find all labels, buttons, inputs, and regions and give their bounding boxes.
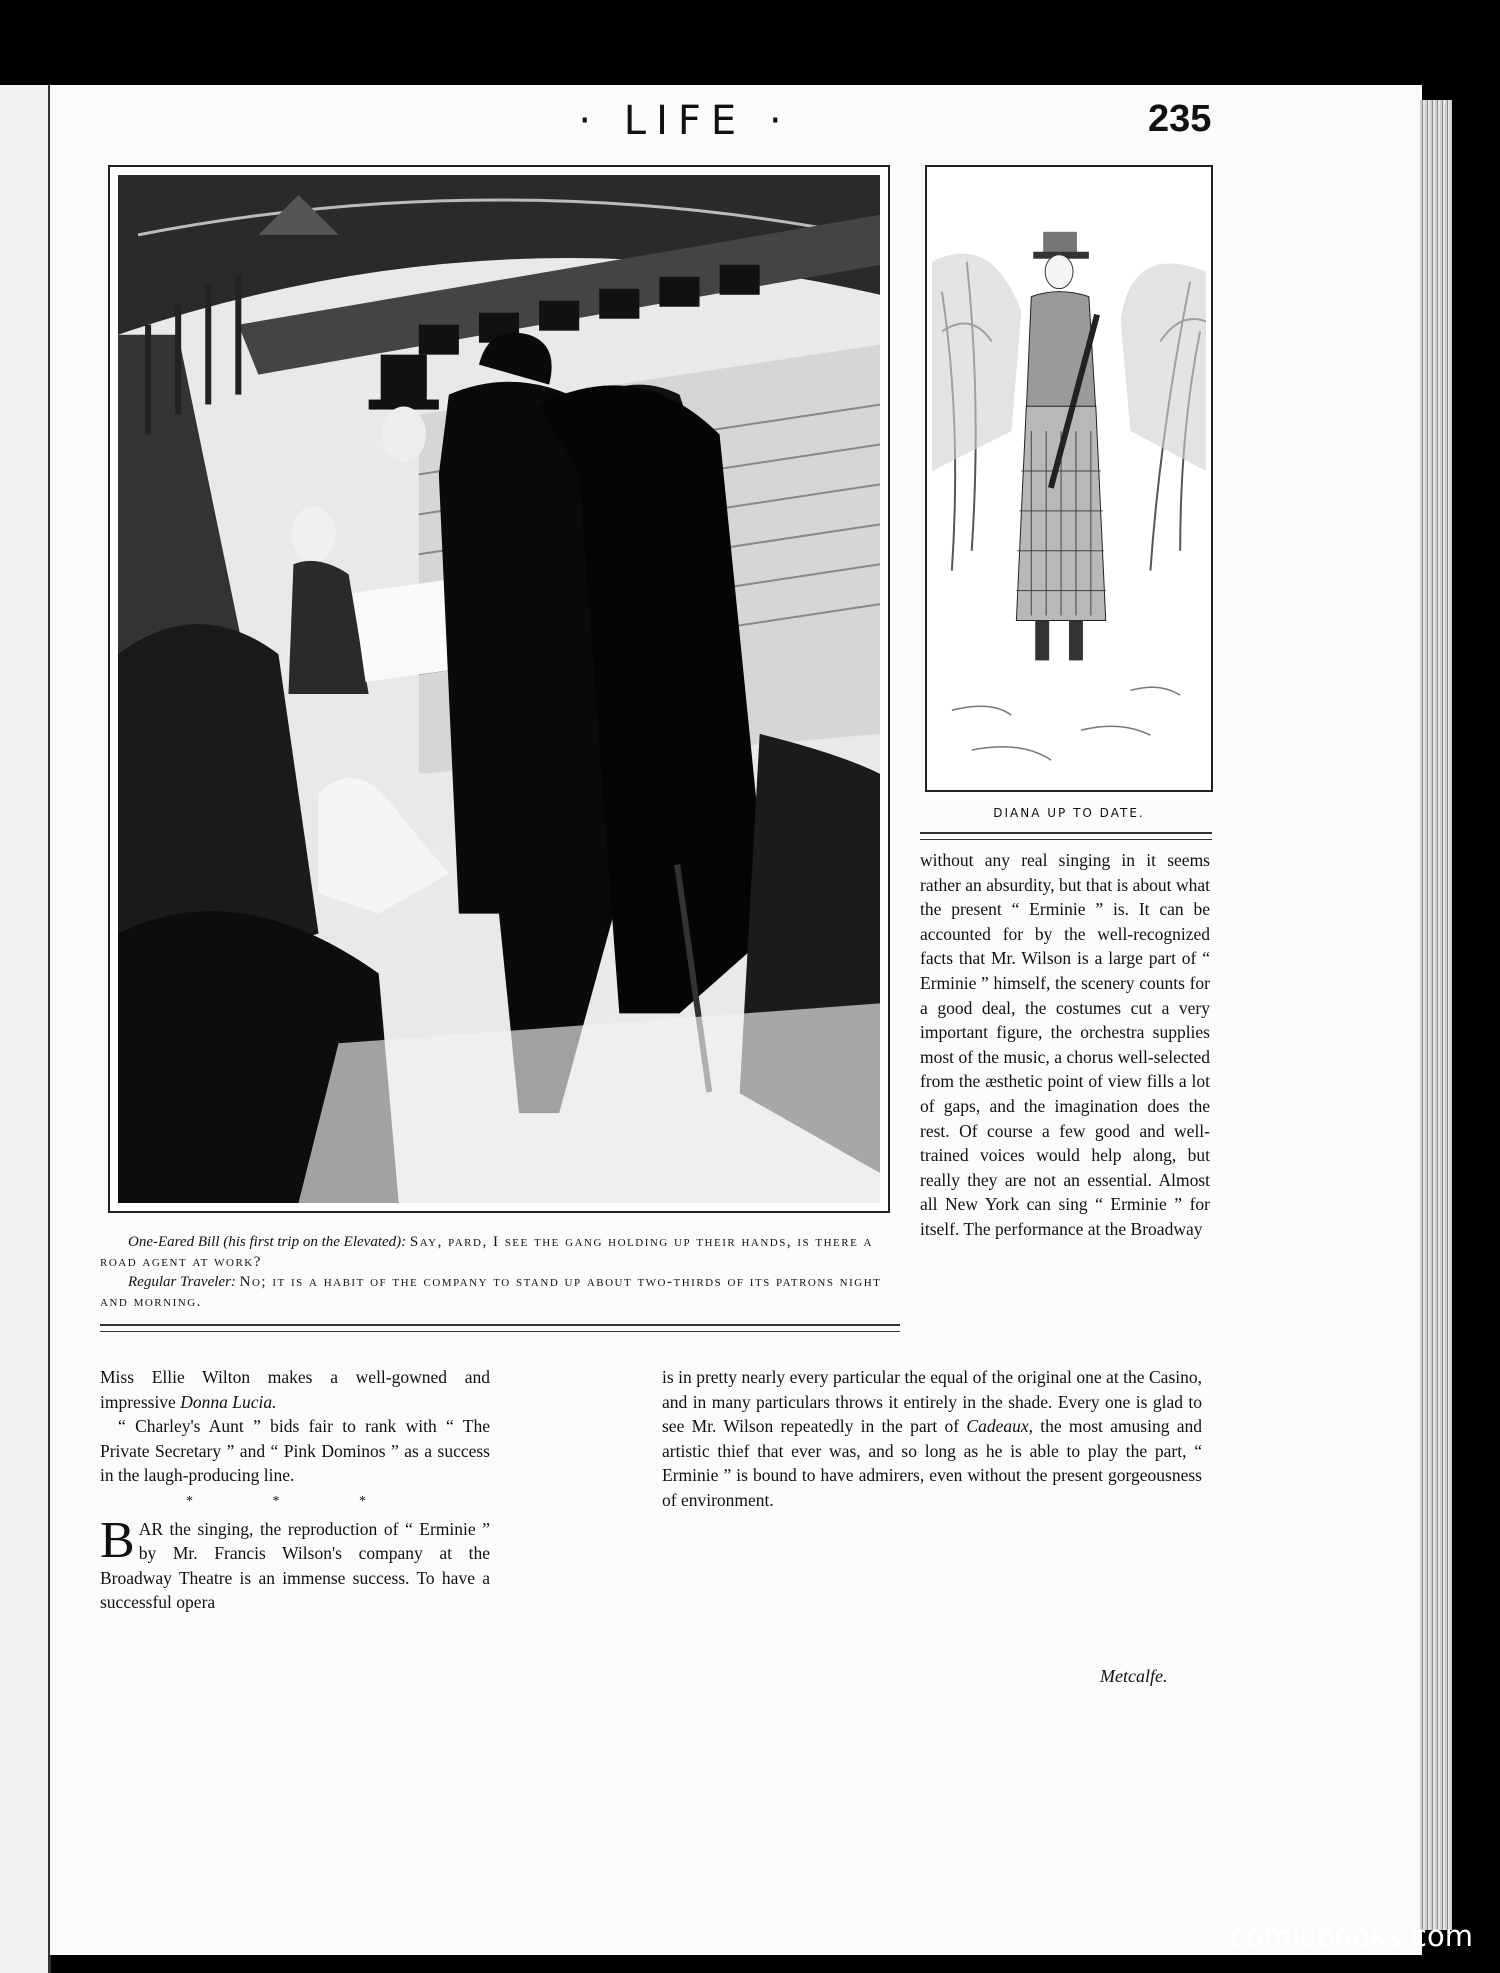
article-column-middle	[662, 1365, 1202, 1513]
page-number: 235	[1148, 98, 1212, 140]
section-rule	[100, 1324, 900, 1332]
article-text: is in pretty nearly every particular the equal of the original one at the Casino, and in many particulars throws it entirely in the shade. Every one is glad to see Mr. Wilson repeatedly in the part of	[662, 1367, 1202, 1437]
article-text: Miss Ellie Wilton makes a well-gowned and impressive	[100, 1367, 490, 1412]
author-signature: Metcalfe.	[1100, 1666, 1168, 1686]
section-stars: * * *	[186, 1493, 404, 1509]
illustration-drawing	[118, 175, 880, 1203]
watermark: comicbooks.com	[1230, 1919, 1473, 1953]
illustration-caption	[100, 1232, 900, 1312]
diana-illustration	[925, 165, 1213, 792]
article-italic: Donna Lucia.	[180, 1391, 277, 1412]
article-column-left	[100, 1365, 490, 1615]
side-caption: DIANA UP TO DATE.	[993, 806, 1145, 820]
page-header	[0, 98, 1500, 158]
side-caption-rule	[920, 832, 1212, 840]
side-drawing	[932, 172, 1206, 785]
article-paragraph: “ Charley's Aunt ” bids fair to rank with “ The Private Secretary ” and “ Pink Dominos ” as a success in the laugh-producing line.	[100, 1416, 490, 1486]
elevated-train-illustration	[108, 165, 890, 1213]
article-paragraph: without any real singing in it seems rather an absurdity, but that is about what the present “ Erminie ” is. It can be accounted for by the well-recognized facts that Mr. Wilson is a large part of “ Erminie ” himself, the scenery counts for a good deal, the costumes cut a very important figure, the orchestra supplies most of the music, a chorus well-selected from the æsthetic point of view fills a lot of gaps, and the imagination does the rest. Of course a few good and well-trained voices would help along, but really they are not an essential. Almost all New York can sing “ Erminie ” for itself. The performance at the Broadway	[920, 850, 1210, 1239]
caption-speaker-1: One-Eared Bill (his first trip on the Elevated):	[128, 1234, 407, 1250]
caption-text-2: No; it is a habit of the company to stand up about two-thirds of its patrons night and morning.	[100, 1274, 882, 1310]
article-text: , the most amusing and artistic thief that ever was, and so long as he is able to play the part, “ Erminie ” is bound to have admirers, even without the present gorgeousness of environment.	[662, 1416, 1202, 1510]
book-page-edges	[1420, 100, 1452, 1930]
drop-cap: B	[100, 1511, 135, 1569]
article-column-right	[920, 848, 1210, 1242]
article-italic: Cadeaux	[966, 1416, 1029, 1437]
caption-text-1: Say, pard, I see the gang holding up their hands, is there a road agent at work?	[100, 1234, 874, 1270]
left-page-edge	[0, 85, 51, 1973]
article-paragraph: AR the singing, the reproduction of “ Erminie ” by Mr. Francis Wilson's company at the Broadway Theatre is an immense success. To have a successful opera	[100, 1518, 490, 1613]
caption-speaker-2: Regular Traveler:	[128, 1274, 236, 1290]
masthead: · LIFE ·	[578, 98, 792, 144]
